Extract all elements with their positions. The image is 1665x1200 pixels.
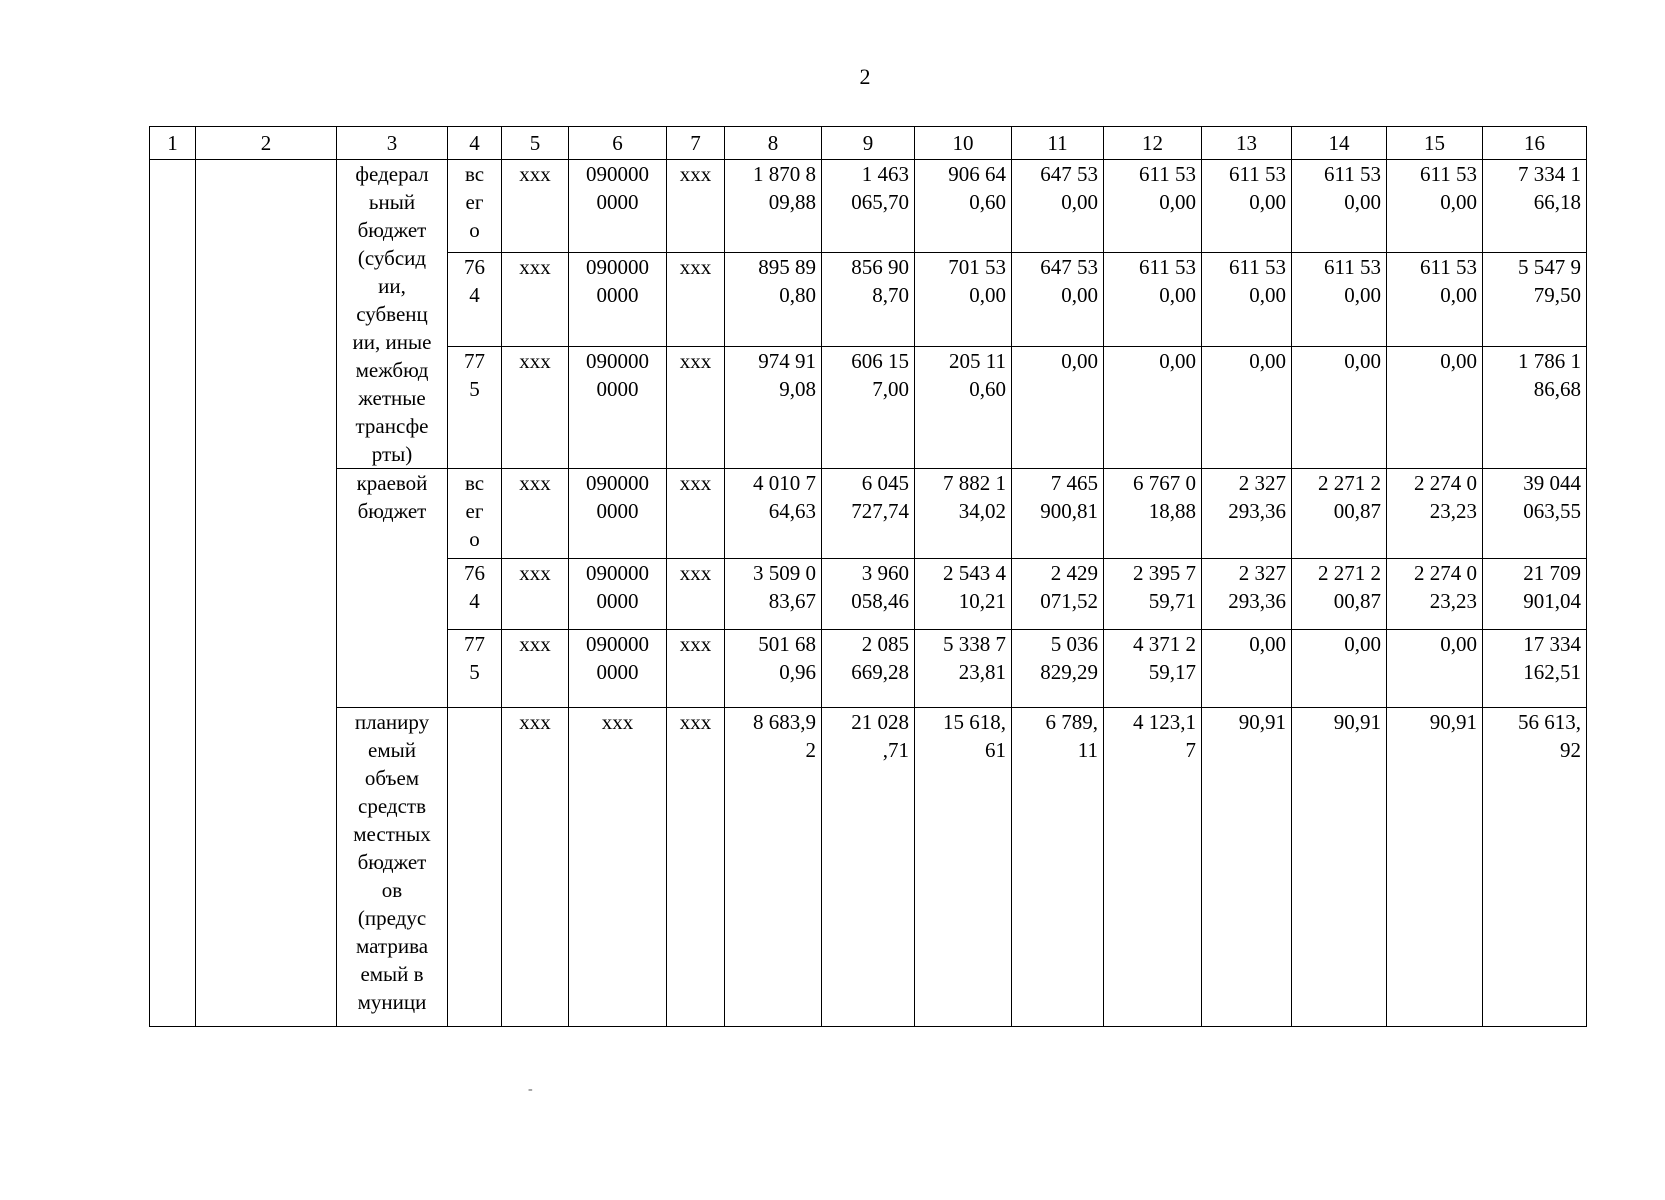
value-line: 611 53 — [1420, 255, 1477, 280]
value-line: 66,18 — [1533, 190, 1581, 214]
value-cell-col16 — [1483, 253, 1587, 346]
value-line: 7,00 — [872, 376, 909, 401]
value-line: 727,74 — [851, 499, 909, 523]
value-line: 0,00 — [1249, 348, 1286, 373]
value-line: 0,00 — [1440, 632, 1477, 656]
value-cell-col14 — [1292, 469, 1387, 559]
value-line: 0,00 — [1440, 190, 1477, 214]
value-cell-col11 — [1012, 559, 1104, 630]
target-article-cell — [569, 253, 667, 346]
source-local-line: объем — [364, 766, 420, 790]
value-line: 611 53 — [1139, 255, 1196, 280]
grbs-code-line: о — [469, 527, 480, 551]
source-local-line: бюджет — [357, 850, 427, 874]
value-line: 61 — [985, 738, 1006, 762]
value-line: 34,02 — [958, 499, 1006, 523]
value-line: 8,70 — [872, 283, 909, 308]
value-line: 39 044 — [1523, 471, 1581, 495]
value-line: ,71 — [882, 738, 909, 762]
value-cell-col13 — [1202, 559, 1292, 630]
grbs-code-line: 76 — [464, 561, 485, 585]
value-cell-col10 — [915, 253, 1012, 346]
source-local-line: (предус — [357, 906, 427, 930]
value-line: 2 — [805, 738, 816, 762]
value-line: 21 028 — [851, 710, 909, 734]
value-line: 92 — [1560, 738, 1581, 762]
value-line: 2 271 2 — [1318, 471, 1381, 495]
value-cell-col10 — [915, 160, 1012, 253]
value-cell-col12 — [1104, 630, 1202, 708]
value-line: 0,00 — [1061, 348, 1098, 373]
target-article-line: 090000 — [586, 632, 649, 656]
col1-cell — [150, 160, 196, 1027]
value-line: 3 509 0 — [753, 561, 816, 585]
target-article-cell — [569, 469, 667, 559]
grbs-code-line: 4 — [469, 589, 480, 613]
grbs-code-line: 4 — [469, 283, 480, 308]
value-line: 0,00 — [969, 283, 1006, 308]
grbs-code-line: вс — [464, 162, 485, 186]
grbs-code-cell — [448, 346, 502, 468]
value-line: 7 — [1185, 738, 1196, 762]
budget-table — [149, 126, 1587, 1027]
target-article-line: 0000 — [596, 589, 639, 613]
source-federal-line: трансфе — [355, 414, 429, 438]
value-cell-col12 — [1104, 469, 1202, 559]
value-line: 901,04 — [1523, 589, 1581, 613]
section-code-cell: ххх — [502, 160, 569, 253]
grbs-code-line: 77 — [464, 348, 485, 373]
value-line: 647 53 — [1040, 162, 1098, 186]
section-code-cell: ххх — [502, 346, 569, 468]
value-cell-col12 — [1104, 253, 1202, 346]
scan-mark: - — [528, 1082, 533, 1097]
source-local-line: емый — [368, 738, 416, 762]
target-article-cell — [569, 160, 667, 253]
value-cell-col11 — [1012, 346, 1104, 468]
expense-type-cell: ххх — [667, 346, 725, 468]
value-line: 1 463 — [861, 162, 909, 186]
column-header-11: 11 — [1012, 127, 1104, 160]
column-header-7: 7 — [667, 127, 725, 160]
value-line: 611 53 — [1324, 162, 1381, 186]
value-line: 90,91 — [1238, 710, 1286, 734]
target-article-cell — [569, 708, 667, 1027]
target-article-line: 0000 — [596, 283, 639, 308]
value-cell-col14 — [1292, 346, 1387, 468]
value-line: 6 045 — [861, 471, 909, 495]
grbs-code-line: 76 — [464, 255, 485, 280]
value-line: 7 882 1 — [943, 471, 1006, 495]
grbs-code-line: о — [469, 218, 480, 242]
page-number: 2 — [859, 64, 871, 89]
value-line: 90,91 — [1429, 710, 1477, 734]
value-cell-col10 — [915, 630, 1012, 708]
target-article-cell — [569, 346, 667, 468]
expense-type-cell: ххх — [667, 160, 725, 253]
target-article-line: 090000 — [586, 471, 649, 495]
source-local-line: ов — [381, 878, 403, 902]
value-line: 86,68 — [1533, 376, 1581, 401]
value-line: 6 789, — [1045, 710, 1098, 734]
value-cell-col8 — [725, 346, 822, 468]
column-header-12: 12 — [1104, 127, 1202, 160]
value-cell-col9 — [822, 346, 915, 468]
value-line: 058,46 — [851, 589, 909, 613]
grbs-code-cell — [448, 708, 502, 1027]
value-line: 0,00 — [1440, 283, 1477, 308]
section-code-cell: ххх — [502, 469, 569, 559]
value-cell-col15 — [1387, 708, 1483, 1027]
value-cell-col15 — [1387, 559, 1483, 630]
value-line: 0,00 — [1159, 190, 1196, 214]
grbs-code-line: 77 — [464, 632, 485, 656]
value-line: 17 334 — [1523, 632, 1581, 656]
value-cell-col9 — [822, 253, 915, 346]
value-cell-col10 — [915, 708, 1012, 1027]
value-line: 09,88 — [768, 190, 816, 214]
value-line: 906 64 — [948, 162, 1006, 186]
column-header-2: 2 — [196, 127, 337, 160]
value-line: 7 334 1 — [1518, 162, 1581, 186]
value-line: 23,81 — [958, 660, 1006, 684]
source-federal-line: ии, — [378, 274, 406, 298]
value-line: 606 15 — [851, 348, 909, 373]
value-line: 6 767 0 — [1133, 471, 1196, 495]
table-row — [150, 469, 1587, 559]
value-line: 4 123,1 — [1133, 710, 1196, 734]
section-code-cell: ххх — [502, 253, 569, 346]
source-federal-budget — [337, 160, 448, 469]
value-cell-col10 — [915, 346, 1012, 468]
value-line: 063,55 — [1523, 499, 1581, 523]
value-cell-col16 — [1483, 160, 1587, 253]
value-cell-col15 — [1387, 253, 1483, 346]
value-line: 2 327 — [1238, 471, 1286, 495]
value-cell-col15 — [1387, 160, 1483, 253]
grbs-code-line: вс — [464, 471, 485, 495]
value-cell-col9 — [822, 630, 915, 708]
value-line: 611 53 — [1420, 162, 1477, 186]
value-line: 59,17 — [1148, 660, 1196, 684]
value-cell-col8 — [725, 253, 822, 346]
value-line: 900,81 — [1040, 499, 1098, 523]
source-federal-line: бюджет — [357, 218, 427, 242]
value-line: 0,60 — [969, 190, 1006, 214]
value-line: 8 683,9 — [753, 710, 816, 734]
column-header-5: 5 — [502, 127, 569, 160]
column-header-8: 8 — [725, 127, 822, 160]
source-federal-line: (субсид — [357, 246, 427, 270]
source-regional-line: бюджет — [357, 499, 427, 523]
grbs-code-line: ег — [465, 499, 484, 523]
target-article-line: 0000 — [596, 190, 639, 214]
expense-type-cell: ххх — [667, 559, 725, 630]
grbs-code-cell — [448, 160, 502, 253]
value-line: 0,00 — [1344, 632, 1381, 656]
value-cell-col10 — [915, 559, 1012, 630]
source-federal-line: ии, иные — [352, 330, 432, 354]
target-article-line: 0000 — [596, 499, 639, 523]
source-federal-line: федерал — [355, 162, 429, 186]
column-header-3: 3 — [337, 127, 448, 160]
value-line: 0,00 — [1440, 348, 1477, 373]
section-code-cell: ххх — [502, 559, 569, 630]
value-cell-col8 — [725, 160, 822, 253]
source-federal-line: рты) — [371, 442, 413, 466]
column-header-6: 6 — [569, 127, 667, 160]
value-cell-col8 — [725, 708, 822, 1027]
value-line: 10,21 — [958, 589, 1006, 613]
value-cell-col15 — [1387, 469, 1483, 559]
value-line: 0,96 — [779, 660, 816, 684]
source-local-line: муници — [357, 990, 427, 1014]
value-line: 829,29 — [1040, 660, 1098, 684]
table-row — [150, 708, 1587, 1027]
grbs-code-cell — [448, 630, 502, 708]
value-cell-col10 — [915, 469, 1012, 559]
value-cell-col11 — [1012, 469, 1104, 559]
header-row — [150, 127, 1587, 160]
value-cell-col14 — [1292, 630, 1387, 708]
target-article-line: 090000 — [586, 162, 649, 186]
value-line: 90,91 — [1333, 710, 1381, 734]
expense-type-cell: ххх — [667, 630, 725, 708]
value-line: 895 89 — [758, 255, 816, 280]
value-cell-col14 — [1292, 253, 1387, 346]
value-line: 071,52 — [1040, 589, 1098, 613]
value-line: 9,08 — [779, 376, 816, 401]
value-line: 0,00 — [1249, 190, 1286, 214]
value-line: 1 786 1 — [1518, 348, 1581, 373]
value-line: 3 960 — [861, 561, 909, 585]
source-local-line: планиру — [354, 710, 430, 734]
column-header-13: 13 — [1202, 127, 1292, 160]
value-cell-col9 — [822, 559, 915, 630]
value-line: 0,00 — [1344, 190, 1381, 214]
value-cell-col9 — [822, 160, 915, 253]
value-line: 5 338 7 — [943, 632, 1006, 656]
value-line: 00,87 — [1333, 589, 1381, 613]
grbs-code-cell — [448, 469, 502, 559]
value-line: 611 53 — [1139, 162, 1196, 186]
target-article-line: ххх — [601, 710, 634, 734]
value-line: 611 53 — [1229, 162, 1286, 186]
value-line: 7 465 — [1050, 471, 1098, 495]
expense-type-cell: ххх — [667, 708, 725, 1027]
value-cell-col9 — [822, 469, 915, 559]
expense-type-cell: ххх — [667, 469, 725, 559]
target-article-cell — [569, 559, 667, 630]
value-cell-col8 — [725, 630, 822, 708]
value-cell-col12 — [1104, 346, 1202, 468]
column-header-9: 9 — [822, 127, 915, 160]
value-line: 293,36 — [1228, 499, 1286, 523]
value-cell-col14 — [1292, 708, 1387, 1027]
source-local-line: емый в — [360, 962, 424, 986]
column-header-14: 14 — [1292, 127, 1387, 160]
value-line: 00,87 — [1333, 499, 1381, 523]
grbs-code-cell — [448, 253, 502, 346]
value-line: 647 53 — [1040, 255, 1098, 280]
value-cell-col11 — [1012, 708, 1104, 1027]
value-cell-col16 — [1483, 559, 1587, 630]
value-cell-col9 — [822, 708, 915, 1027]
target-article-line: 0000 — [596, 660, 639, 684]
col2-cell — [196, 160, 337, 1027]
target-article-line: 090000 — [586, 348, 649, 373]
value-cell-col15 — [1387, 346, 1483, 468]
value-line: 4 010 7 — [753, 471, 816, 495]
source-local-line: матрива — [355, 934, 429, 958]
value-cell-col12 — [1104, 160, 1202, 253]
value-cell-col16 — [1483, 708, 1587, 1027]
value-cell-col12 — [1104, 708, 1202, 1027]
value-line: 162,51 — [1523, 660, 1581, 684]
value-line: 2 274 0 — [1414, 471, 1477, 495]
value-line: 0,80 — [779, 283, 816, 308]
value-line: 0,00 — [1344, 348, 1381, 373]
value-line: 79,50 — [1533, 283, 1581, 308]
value-line: 21 709 — [1523, 561, 1581, 585]
value-line: 23,23 — [1429, 499, 1477, 523]
value-line: 0,00 — [1249, 632, 1286, 656]
value-line: 0,00 — [1061, 190, 1098, 214]
value-line: 23,23 — [1429, 589, 1477, 613]
value-line: 83,67 — [768, 589, 816, 613]
value-line: 701 53 — [948, 255, 1006, 280]
value-line: 59,71 — [1148, 589, 1196, 613]
value-cell-col8 — [725, 469, 822, 559]
value-line: 501 68 — [758, 632, 816, 656]
value-line: 1 870 8 — [753, 162, 816, 186]
value-line: 5 547 9 — [1518, 255, 1581, 280]
column-header-4: 4 — [448, 127, 502, 160]
value-line: 0,00 — [1159, 348, 1196, 373]
grbs-code-line: 5 — [469, 376, 480, 401]
source-federal-line: субвенц — [356, 302, 428, 326]
value-line: 2 543 4 — [943, 561, 1006, 585]
target-article-line: 0000 — [596, 376, 639, 401]
value-cell-col16 — [1483, 346, 1587, 468]
value-cell-col13 — [1202, 346, 1292, 468]
value-line: 2 327 — [1238, 561, 1286, 585]
grbs-code-line: ег — [465, 190, 484, 214]
value-line: 2 429 — [1050, 561, 1098, 585]
target-article-line: 090000 — [586, 255, 649, 280]
value-line: 669,28 — [851, 660, 909, 684]
value-cell-col13 — [1202, 469, 1292, 559]
value-cell-col11 — [1012, 630, 1104, 708]
value-line: 2 274 0 — [1414, 561, 1477, 585]
value-line: 0,00 — [1344, 283, 1381, 308]
value-line: 5 036 — [1050, 632, 1098, 656]
value-line: 4 371 2 — [1133, 632, 1196, 656]
value-cell-col11 — [1012, 160, 1104, 253]
value-cell-col15 — [1387, 630, 1483, 708]
grbs-code-line: 5 — [469, 660, 480, 684]
value-cell-col14 — [1292, 160, 1387, 253]
source-local-budgets — [337, 708, 448, 1027]
source-federal-line: межбюд — [355, 358, 429, 382]
target-article-cell — [569, 630, 667, 708]
value-cell-col13 — [1202, 253, 1292, 346]
value-line: 0,00 — [1061, 283, 1098, 308]
value-cell-col14 — [1292, 559, 1387, 630]
value-line: 293,36 — [1228, 589, 1286, 613]
source-federal-line: жетные — [358, 386, 426, 410]
value-line: 974 91 — [758, 348, 816, 373]
value-line: 18,88 — [1148, 499, 1196, 523]
value-cell-col12 — [1104, 559, 1202, 630]
value-cell-col8 — [725, 559, 822, 630]
value-line: 205 11 — [949, 348, 1006, 373]
value-line: 11 — [1077, 738, 1098, 762]
value-line: 64,63 — [768, 499, 816, 523]
source-federal-line: ьный — [368, 190, 416, 214]
source-regional-line: краевой — [356, 471, 428, 495]
value-line: 0,00 — [1159, 283, 1196, 308]
value-line: 0,60 — [969, 376, 1006, 401]
value-cell-col11 — [1012, 253, 1104, 346]
value-line: 56 613, — [1518, 710, 1581, 734]
value-line: 2 395 7 — [1133, 561, 1196, 585]
column-header-15: 15 — [1387, 127, 1483, 160]
value-cell-col16 — [1483, 630, 1587, 708]
value-line: 2 271 2 — [1318, 561, 1381, 585]
section-code-cell: ххх — [502, 708, 569, 1027]
column-header-10: 10 — [915, 127, 1012, 160]
column-header-1: 1 — [150, 127, 196, 160]
expense-type-cell: ххх — [667, 253, 725, 346]
value-line: 611 53 — [1229, 255, 1286, 280]
value-line: 856 90 — [851, 255, 909, 280]
value-line: 065,70 — [851, 190, 909, 214]
value-cell-col13 — [1202, 160, 1292, 253]
source-local-line: местных — [353, 822, 431, 846]
source-regional-budget — [337, 469, 448, 708]
grbs-code-cell — [448, 559, 502, 630]
section-code-cell: ххх — [502, 630, 569, 708]
column-header-16: 16 — [1483, 127, 1587, 160]
value-cell-col13 — [1202, 630, 1292, 708]
value-line: 15 618, — [943, 710, 1006, 734]
table-row — [150, 160, 1587, 253]
target-article-line: 090000 — [586, 561, 649, 585]
value-line: 0,00 — [1249, 283, 1286, 308]
value-line: 2 085 — [861, 632, 909, 656]
source-local-line: средств — [358, 794, 426, 818]
value-line: 611 53 — [1324, 255, 1381, 280]
value-cell-col13 — [1202, 708, 1292, 1027]
value-cell-col16 — [1483, 469, 1587, 559]
